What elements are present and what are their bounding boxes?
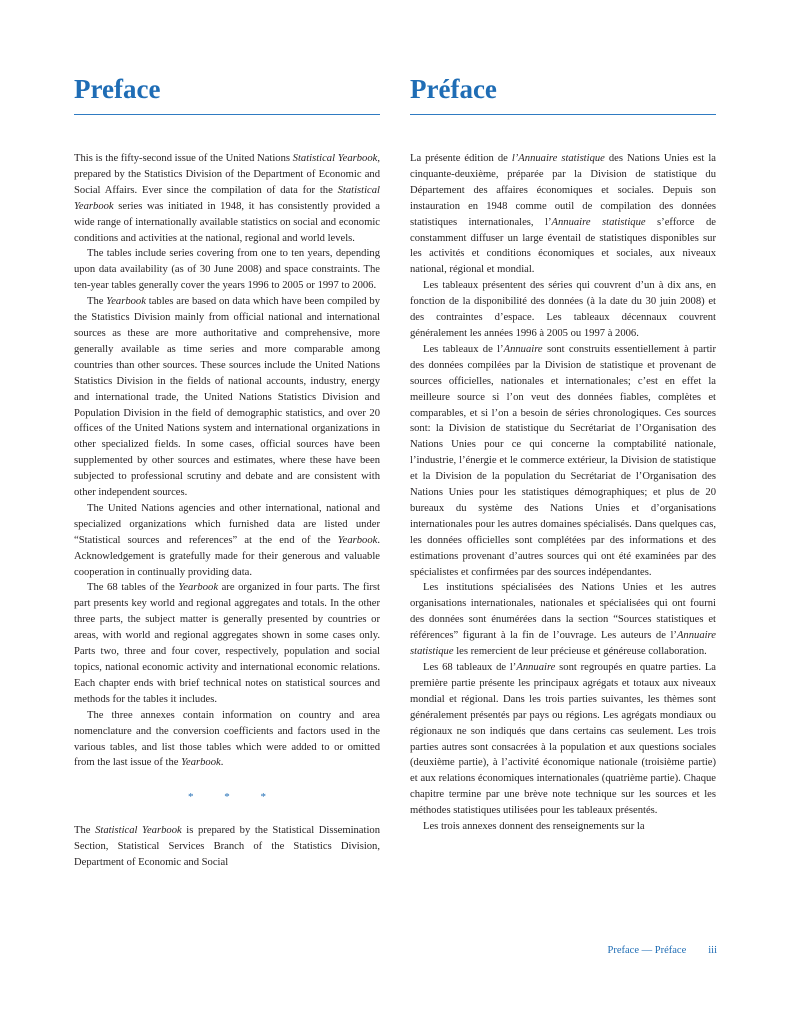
french-column xyxy=(410,72,716,835)
french-paragraph-1: La présente édition de l’Annuaire statistique des Nations Unies est la cinquante-deuxième, préparée par la Division de statistique du Département des affaires économiques et sociales. Depuis son instauration en 1948 comme outil de compilation des données statistiques internationales, l’Annuaire statistique s’efforce de constamment diffuser un large éventail de statistiques disponibles sur les activités et conditions économiques et sociales, aux niveaux national, régional et mondial. xyxy=(410,153,716,276)
english-paragraph-5: The 68 tables of the Yearbook are organized in four parts. The first part presents key world and regional aggregates and totals. In the other three parts, the subject matter is generally presented by countries or areas, with world and regional aggregates shown in some cases only. Parts two, three and four cover, respectively, population and social topics, national economic activity and international economic relations. Each chapter ends with brief technical notes on statistical sources and methods for the tables it includes. xyxy=(74,582,380,705)
french-body xyxy=(410,151,716,835)
english-body xyxy=(74,151,380,771)
english-paragraph-2: The tables include series covering from one to ten years, depending upon data availability (as of 30 June 2008) and space constraints. The ten-year tables generally cover the years 1996 to 2005 or 1997 to 2006. xyxy=(74,248,380,292)
french-paragraph-5: Les 68 tableaux de l’Annuaire sont regroupés en quatre parties. La première partie présente les principaux agrégats et totaux aux niveaux mondial et régional. Dans les trois parties suivantes, les thèmes sont généralement présentés par pays ou régions. Les agrégats mondiaux ou régionaux ne son indiqués que dans certains cas seulement. Les trois parties autres sont consacrées à la population et aux questions sociales (deuxième partie), à l’activité économique nationale (troisième partie) et aux relations économiques internationales (quatrième partie). Chaque chapitre termine par une brève note technique sur les sources et les méthodes statistiques utilisées pour les tableaux présentés. xyxy=(410,662,716,817)
english-heading: Preface xyxy=(74,72,380,115)
english-paragraph-3: The Yearbook tables are based on data which have been compiled by the Statistics Division mainly from official national and international sources as these are more authoritative and comprehensive, more generally available as time series and more comparable among countries than other sources. These sources include the United Nations Statistics Division in the fields of national accounts, industry, energy and international trade, the United Nations Statistics Division and Population Division in the field of demographic statistics, and over 20 offices of the United Nations system and international organizations in other specialized fields. In some cases, official sources have been supplemented by other sources and estimates, where these have been subjected to professional scrutiny and debate and are consistent with other independent sources. xyxy=(74,296,380,499)
english-paragraph-4: The United Nations agencies and other international, national and specialized organizations which furnished data are listed under “Statistical sources and references” at the end of the Yearbook. Acknowledgement is gratefully made for their generous and valuable cooperation in continually providing data. xyxy=(74,502,380,578)
english-paragraph-6: The three annexes contain information on country and area nomenclature and the conversion coefficients and factors used in the various tables, and list those tables which were added to or omitted from the last issue of the Yearbook. xyxy=(74,709,380,769)
english-paragraph-1: This is the fifty-second issue of the United Nations Statistical Yearbook, prepared by the Statistics Division of the Department of Economic and Social Affairs. Ever since the compilation of data for the Statistical Yearbook series was initiated in 1948, it has consistently provided a wide range of internationally available statistics on social and economic conditions and activities at the national, regional and world levels. xyxy=(74,153,380,244)
french-paragraph-6: Les trois annexes donnent des renseignements sur la xyxy=(423,821,645,833)
section-separator: * * * xyxy=(188,791,280,804)
page-footer xyxy=(608,945,717,956)
french-paragraph-3: Les tableaux de l’Annuaire sont construits essentiellement à partir des données compilées par la Division de statistique et provenant de sources officielles, nationales et internationales; c’est en effet la meilleure source si l’on veut des données fiables, complètes et comparables, et si l’on a besoin de séries chronologiques. Ces sources sont: la Division de statistique du Secrétariat de l’Organisation des Nations Unies pour ce qui concerne la comptabilité nationale, l’industrie, l’énergie et le commerce extérieur, la Division de statistique et la Division de la population du Secrétariat de l’Organisation des Nations Unies pour les statistiques démographiques; et plus de 20 bureaux du système des Nations Unies et d’organisations internationales pour les autres domaines spécialisés. Dans quelques cas, les données officielles sont complétées par des informations et des estimations provenant d’autres sources qui ont été examinées par des spécialistes et confirmées par des sources indépendantes. xyxy=(410,343,716,578)
french-paragraph-2: Les tableaux présentent des séries qui couvrent d’un à dix ans, en fonction de la disponibilité des données (à la date du 30 juin 2008) et des contraintes d’espace. Les tableaux décennaux couvrent généralement les années 1996 à 2005 ou 1997 à 2006. xyxy=(410,280,716,339)
footer-running-title: Preface — Préface xyxy=(607,945,687,956)
french-paragraph-4: Les institutions spécialisées des Nations Unies et les autres organisations internationales, nationales et spécialisées qui ont fourni des données sont énumérées dans la section “Sources statistiques et références” figurant à la fin de l’ouvrage. Les auteurs de l’Annuaire statistique les remercient de leur précieuse et généreuse collaboration. xyxy=(410,582,716,658)
english-closing-paragraph: The Statistical Yearbook is prepared by the Statistical Dissemination Section, Statistical Services Branch of the Statistics Division, Department of Economic and Social xyxy=(74,825,380,869)
english-column xyxy=(74,72,380,871)
french-heading: Préface xyxy=(410,72,716,115)
page-number: iii xyxy=(708,945,717,956)
